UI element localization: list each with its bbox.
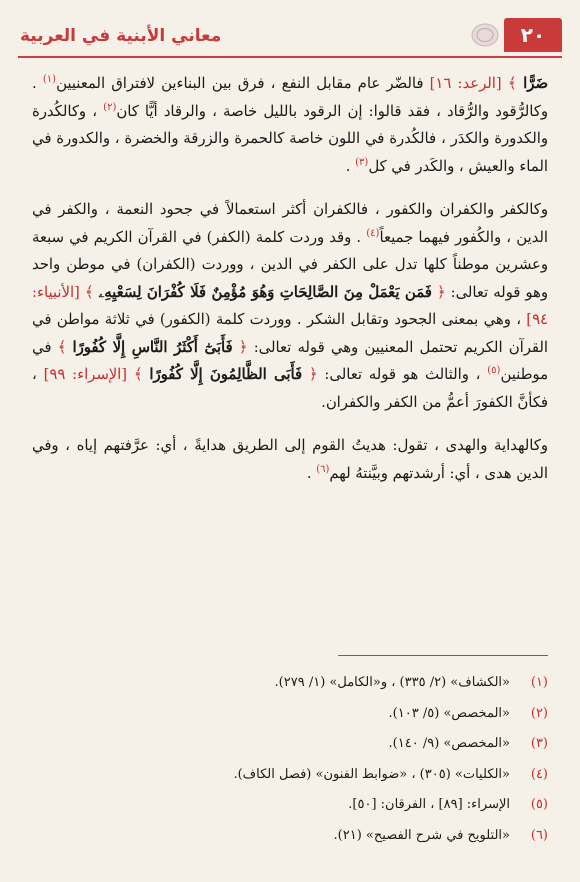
paragraph-1: [32, 70, 548, 180]
footnote-number: (٦): [530, 827, 548, 843]
text-run: ﴿: [232, 338, 248, 356]
footnote-item: [32, 760, 548, 791]
text-run: (١): [42, 74, 57, 86]
ornament-icon: [470, 22, 500, 48]
footnote-text: «المخصص» (٩/ ١٤٠).: [388, 736, 510, 751]
text-run: (٢): [103, 101, 117, 113]
footnote-number: (٤): [530, 766, 548, 782]
text-run: ﴿: [302, 366, 318, 383]
main-text: [32, 70, 548, 487]
footnote-number: (٣): [530, 736, 548, 751]
text-run: وكالهداية والهدى ، تقول: هديتُ القوم إلى الطريق هدايةً ، أي: عرَّفتهم إياه ، وفي الدين هدى ، أي: أرشدتهم وبيَّنتهُ لهم: [32, 437, 548, 482]
text-run: .: [345, 157, 356, 175]
text-run: . وكالرُّقود والرُّقاد ، فقد قالوا: إن الرقود بالليل خاصة ، والرقاد أيًّا كان: [32, 75, 548, 120]
footnote-number: (٢): [530, 705, 548, 721]
footnote-item: [32, 699, 548, 730]
text-run: وكالكفر والكفران والكفور ، فالكفران أكثر استعمالاً في جحود النعمة ، والكفر في الدين ، والكُفور فيهما جميعاً: [32, 201, 548, 246]
paragraph-3: [32, 432, 548, 487]
text-run: ، وهي بمعنى الجحود وتقابل الشكر . ووردت كلمة (الكفور) في ثلاثة مواطن في القرآن الكريم تحتمل المعنيين وهي قوله تعالى:: [32, 311, 549, 356]
footnote-text: «الكليات» (٣٠٥) ، «ضوابط الفنون» (فصل الكاف).: [233, 766, 510, 782]
text-run: .: [306, 464, 317, 482]
footnotes-list: [32, 668, 548, 851]
text-run: (٣): [355, 156, 369, 168]
text-run: ، والثالث هو قوله تعالى:: [317, 366, 488, 383]
text-run: ﴿: [431, 283, 446, 301]
text-run: ﴾ [الإسراء: ٩٩]: [36, 366, 150, 383]
book-title: معاني الأبنية في العربية: [20, 26, 222, 46]
text-run: (٤): [366, 227, 380, 239]
text-run: . وقد وردت كلمة (الكفر) في القرآن الكريم في سبعة وعشرين موطناً كلها تدل على الكفر في الدين ، ووردت (الكفران) في موطن واحد وهو قوله تعالى:: [32, 228, 549, 301]
text-run: (٦): [316, 463, 330, 475]
footnote-number: (١): [530, 675, 548, 690]
footnote-item: [32, 668, 548, 699]
paragraph-2: [32, 196, 548, 416]
text-run: ضَرًّا: [516, 75, 548, 92]
footnote-text: «الكشاف» (٢/ ٣٣٥) ، و«الكامل» (١/ ٢٧٩).: [274, 675, 510, 690]
text-run: ، وكالكُدرة والكدورة والكدَر ، فالكُدرة في اللون خاصة كالحمرة والزرقة والخضرة ، والكدورة في الماء والعيش ، والكَدر في كل: [32, 102, 548, 175]
text-run: ﴾: [51, 338, 73, 356]
footnote-text: الإسراء: [٨٩] ، الفرقان: [٥٠].: [348, 797, 510, 812]
text-run: ﴾ [الرعد: ١٦]: [423, 75, 517, 92]
text-run: فَأَبَى الظَّالِمُونَ إِلَّا كُفُورًا: [149, 366, 303, 383]
footnote-item: [32, 729, 548, 760]
text-run: (٥): [487, 365, 501, 377]
page-header: [18, 18, 562, 58]
footnote-item: [32, 821, 548, 852]
footnote-text: «التلويح في شرح الفصيح» (٢١).: [333, 827, 510, 843]
page-number: ٢٠: [504, 18, 562, 52]
text-run: في موطنين: [32, 338, 548, 383]
footnote-text: «المخصص» (٥/ ١٠٣).: [388, 705, 510, 721]
footnote-number: (٥): [530, 797, 548, 812]
text-run: ، فكأنَّ الكفورَ أعمُّ من الكفر والكفران.: [32, 366, 548, 411]
text-run: ﴾ [الأنبياء: ٩٤]: [32, 283, 548, 328]
footnote-item: [32, 790, 548, 821]
footnote-divider: [338, 655, 548, 656]
text-run: فَمَن يَعْمَلْ مِنَ الصَّالِحَاتِ وَهُوَ مُؤْمِنٌ فَلَا كُفْرَانَ لِسَعْيِهِۦ: [98, 283, 432, 301]
text-run: فالضّر عام مقابل النفع ، فرق بين البناءين لافتراق المعنيين: [56, 75, 424, 92]
text-run: فَأَبَىٰٓ أَكْثَرُ النَّاسِ إِلَّا كُفُورًا: [72, 338, 233, 356]
